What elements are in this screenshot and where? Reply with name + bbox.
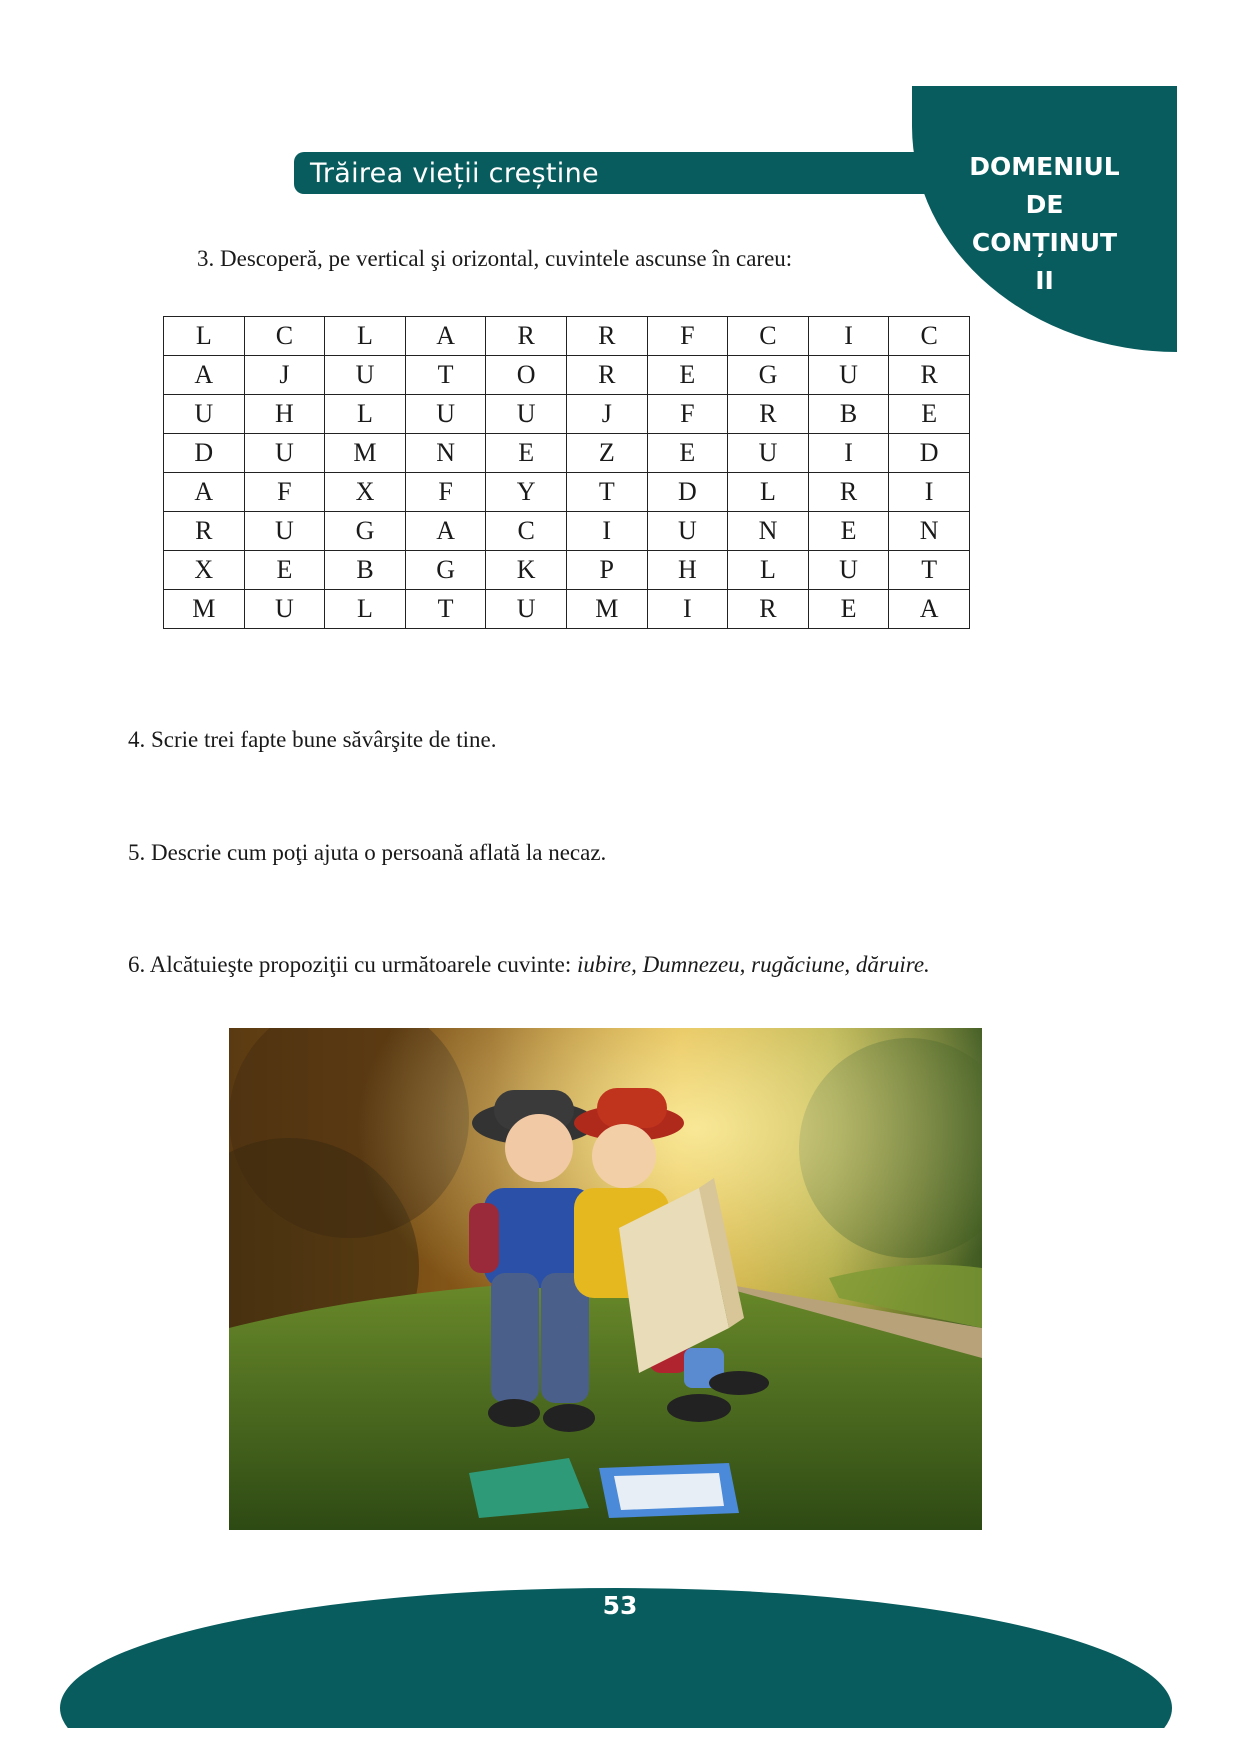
grid-cell: E <box>889 395 970 434</box>
grid-cell: C <box>486 512 567 551</box>
exercise-3-text: 3. Descoperă, pe vertical şi orizontal, cuvintele ascunse în careu: <box>197 246 793 271</box>
grid-cell: E <box>808 590 889 629</box>
domain-line: II <box>1035 266 1054 295</box>
grid-cell: C <box>889 317 970 356</box>
grid-cell: Z <box>566 434 647 473</box>
grid-cell: U <box>244 512 325 551</box>
domain-line: CONȚINUT <box>971 228 1118 257</box>
domain-line: DE <box>1025 190 1064 219</box>
grid-cell: R <box>728 590 809 629</box>
grid-cell: E <box>647 356 728 395</box>
grid-cell: G <box>728 356 809 395</box>
grid-cell: B <box>325 551 406 590</box>
grid-cell: U <box>486 395 567 434</box>
grid-row <box>164 395 970 434</box>
page-number: 53 <box>602 1591 638 1620</box>
grid-cell: U <box>325 356 406 395</box>
grid-cell: P <box>566 551 647 590</box>
exercise-5-text: 5. Descrie cum poţi ajuta o persoană aflată la necaz. <box>128 840 607 865</box>
exercise-6-words: iubire, Dumnezeu, rugăciune, dăruire. <box>576 952 930 977</box>
grid-cell: U <box>486 590 567 629</box>
grid-cell: M <box>566 590 647 629</box>
grid-row <box>164 473 970 512</box>
grid-cell: T <box>566 473 647 512</box>
grid-cell: U <box>808 551 889 590</box>
grid-cell: E <box>486 434 567 473</box>
grid-cell: R <box>889 356 970 395</box>
grid-cell: O <box>486 356 567 395</box>
grid-cell: D <box>647 473 728 512</box>
grid-cell: R <box>566 356 647 395</box>
grid-cell: A <box>164 473 245 512</box>
exercise-6-text <box>128 952 930 978</box>
grid-cell: C <box>728 317 809 356</box>
grid-cell: R <box>728 395 809 434</box>
grid-cell: Y <box>486 473 567 512</box>
grid-cell: J <box>566 395 647 434</box>
grid-cell: R <box>486 317 567 356</box>
grid-row <box>164 590 970 629</box>
grid-cell: L <box>325 317 406 356</box>
grid-cell: U <box>244 590 325 629</box>
grid-row <box>164 434 970 473</box>
grid-cell: X <box>325 473 406 512</box>
exercise-4-text: 4. Scrie trei fapte bune săvârşite de tine. <box>128 727 497 752</box>
grid-cell: U <box>728 434 809 473</box>
grid-cell: A <box>405 317 486 356</box>
grid-cell: A <box>889 590 970 629</box>
grid-row <box>164 317 970 356</box>
grid-cell: I <box>566 512 647 551</box>
grid-row <box>164 551 970 590</box>
grid-cell: T <box>405 590 486 629</box>
grid-cell: D <box>889 434 970 473</box>
grid-cell: F <box>647 317 728 356</box>
grid-cell: H <box>647 551 728 590</box>
grid-cell: U <box>405 395 486 434</box>
grid-cell: I <box>808 434 889 473</box>
grid-cell: M <box>325 434 406 473</box>
grid-cell: F <box>405 473 486 512</box>
grid-cell: N <box>405 434 486 473</box>
domain-label <box>912 148 1177 300</box>
grid-cell: G <box>325 512 406 551</box>
section-header-bar <box>294 152 954 194</box>
grid-cell: T <box>889 551 970 590</box>
grid-cell: N <box>728 512 809 551</box>
grid-cell: F <box>647 395 728 434</box>
word-search-grid <box>163 316 970 629</box>
grid-cell: K <box>486 551 567 590</box>
section-title: Trăirea vieții creștine <box>310 158 599 189</box>
grid-cell: I <box>889 473 970 512</box>
grid-cell: U <box>647 512 728 551</box>
grid-cell: L <box>728 551 809 590</box>
grid-cell: G <box>405 551 486 590</box>
grid-cell: C <box>244 317 325 356</box>
grid-cell: U <box>808 356 889 395</box>
domain-line: DOMENIUL <box>969 152 1120 181</box>
grid-cell: E <box>808 512 889 551</box>
grid-cell: R <box>164 512 245 551</box>
grid-cell: I <box>808 317 889 356</box>
grid-cell: R <box>566 317 647 356</box>
grid-cell: H <box>244 395 325 434</box>
grid-cell: T <box>405 356 486 395</box>
grid-cell: L <box>325 395 406 434</box>
grid-cell: L <box>728 473 809 512</box>
grid-cell: A <box>164 356 245 395</box>
grid-cell: E <box>244 551 325 590</box>
grid-cell: E <box>647 434 728 473</box>
grid-cell: F <box>244 473 325 512</box>
grid-cell: L <box>164 317 245 356</box>
children-reading-photo <box>229 1028 982 1530</box>
grid-cell: U <box>164 395 245 434</box>
grid-cell: J <box>244 356 325 395</box>
grid-cell: X <box>164 551 245 590</box>
exercise-6-prefix: 6. Alcătuieşte propoziţii cu următoarele cuvinte: <box>128 952 577 977</box>
grid-row <box>164 356 970 395</box>
grid-cell: L <box>325 590 406 629</box>
grid-row <box>164 512 970 551</box>
grid-cell: N <box>889 512 970 551</box>
grid-cell: R <box>808 473 889 512</box>
grid-cell: D <box>164 434 245 473</box>
grid-cell: A <box>405 512 486 551</box>
domain-tab <box>912 86 1177 352</box>
grid-cell: I <box>647 590 728 629</box>
grid-cell: M <box>164 590 245 629</box>
grid-cell: B <box>808 395 889 434</box>
photo-illustration <box>229 1028 982 1530</box>
grid-cell: U <box>244 434 325 473</box>
